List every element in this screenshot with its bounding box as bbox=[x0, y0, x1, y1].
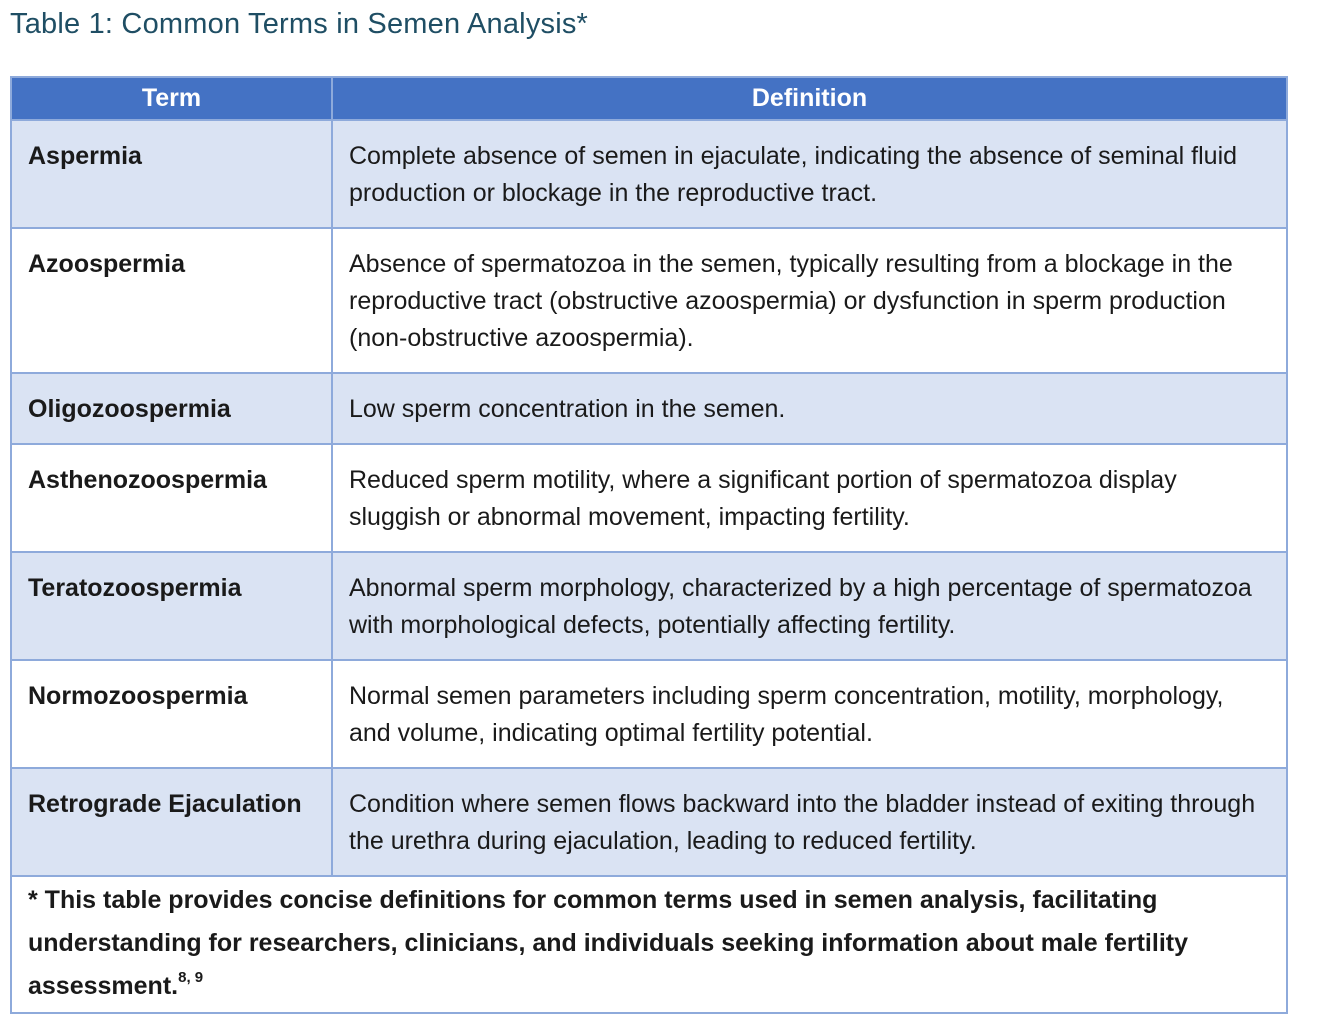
table-row bbox=[11, 444, 1287, 552]
definition-cell: Reduced sperm motility, where a significant portion of spermatozoa display sluggish or abnormal movement, impacting fertility. bbox=[332, 444, 1287, 552]
term-cell: Retrograde Ejaculation bbox=[11, 768, 332, 876]
terms-table-container bbox=[10, 76, 1286, 1014]
footnote-references: 8, 9 bbox=[178, 969, 204, 986]
definition-cell: Low sperm concentration in the semen. bbox=[332, 373, 1287, 444]
term-cell: Normozoospermia bbox=[11, 660, 332, 768]
table-header-row bbox=[11, 77, 1287, 120]
table-footnote bbox=[11, 876, 1287, 1013]
term-cell: Oligozoospermia bbox=[11, 373, 332, 444]
term-cell: Azoospermia bbox=[11, 228, 332, 373]
definition-cell: Complete absence of semen in ejaculate, indicating the absence of seminal fluid production or blockage in the reproductive tract. bbox=[332, 120, 1287, 228]
footnote-text: * This table provides concise definitions for common terms used in semen analysis, facilitating understanding for researchers, clinicians, and individuals seeking information about male fertility assessment. bbox=[28, 886, 1188, 1000]
table-row bbox=[11, 768, 1287, 876]
header-term: Term bbox=[11, 77, 332, 120]
table-row bbox=[11, 120, 1287, 228]
definition-cell: Normal semen parameters including sperm concentration, motility, morphology, and volume, indicating optimal fertility potential. bbox=[332, 660, 1287, 768]
header-definition: Definition bbox=[332, 77, 1287, 120]
terms-table bbox=[10, 76, 1288, 1014]
definition-cell: Abnormal sperm morphology, characterized by a high percentage of spermatozoa with morphological defects, potentially affecting fertility. bbox=[332, 552, 1287, 660]
definition-cell: Absence of spermatozoa in the semen, typically resulting from a blockage in the reproductive tract (obstructive azoospermia) or dysfunction in sperm production (non-obstructive azoospermia). bbox=[332, 228, 1287, 373]
definition-cell: Condition where semen flows backward into the bladder instead of exiting through the urethra during ejaculation, leading to reduced fertility. bbox=[332, 768, 1287, 876]
footnote-row bbox=[11, 876, 1287, 1013]
table-row bbox=[11, 228, 1287, 373]
table-row bbox=[11, 552, 1287, 660]
term-cell: Aspermia bbox=[11, 120, 332, 228]
term-cell: Asthenozoospermia bbox=[11, 444, 332, 552]
table-row bbox=[11, 660, 1287, 768]
term-cell: Teratozoospermia bbox=[11, 552, 332, 660]
table-caption: Table 1: Common Terms in Semen Analysis* bbox=[10, 8, 589, 40]
table-row bbox=[11, 373, 1287, 444]
